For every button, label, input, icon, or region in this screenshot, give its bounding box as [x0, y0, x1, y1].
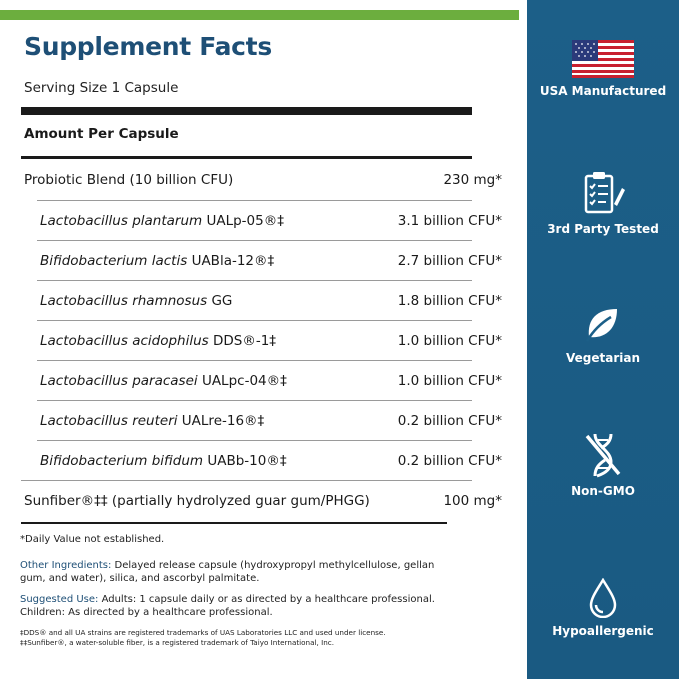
strain-genus: Lactobacillus [40, 293, 128, 309]
strain-row [21, 360, 502, 401]
strain-code: UABla-12®‡ [191, 253, 275, 269]
strain-genus: Lactobacillus [40, 333, 128, 349]
droplet-icon [588, 578, 618, 618]
strain-name [40, 333, 276, 349]
strain-row [21, 200, 502, 241]
strain-value: 1.0 billion CFU* [397, 373, 502, 389]
badge-label: Non-GMO [571, 484, 635, 498]
strain-row [21, 400, 502, 441]
strain-row [21, 440, 502, 481]
strain-name [40, 253, 274, 269]
blend-value: 230 mg* [443, 172, 502, 188]
strain-genus: Lactobacillus [40, 413, 128, 429]
strain-genus: Bifidobacterium [40, 453, 148, 469]
strain-species: lactis [151, 253, 188, 269]
strain-code: DDS®-1‡ [212, 333, 277, 349]
strain-species: bifidum [151, 453, 204, 469]
amount-header: Amount Per Capsule [24, 126, 179, 142]
trademark-note-1: ‡DDS® and all UA strains are registered trademarks of UAS Laboratories LLC and used under license. [20, 628, 386, 637]
strain-species: acidophilus [132, 333, 209, 349]
badge-hypoallergenic [527, 578, 679, 638]
strain-code: GG [211, 293, 233, 309]
leaf-icon [583, 305, 623, 345]
strain-value: 1.8 billion CFU* [397, 293, 502, 309]
strain-name [40, 413, 264, 429]
strain-species: reuteri [132, 413, 178, 429]
strain-row [21, 320, 502, 361]
badge-3rd-party-tested [527, 170, 679, 236]
other-ingredients-label: Other Ingredients: [20, 560, 112, 571]
crossed-dna-icon [583, 432, 623, 478]
strain-genus: Lactobacillus [40, 213, 128, 229]
daily-value-note: *Daily Value not established. [20, 534, 165, 545]
suggested-use [20, 593, 450, 619]
strain-code: UALpc-04®‡ [201, 373, 287, 389]
strain-name [40, 213, 284, 229]
thick-divider [21, 107, 472, 115]
page-title: Supplement Facts [24, 32, 272, 61]
strain-value: 0.2 billion CFU* [397, 413, 502, 429]
strain-code: UABb-10®‡ [207, 453, 287, 469]
badge-usa-manufactured [527, 40, 679, 98]
strain-code: UALre-16®‡ [181, 413, 265, 429]
strain-genus: Lactobacillus [40, 373, 128, 389]
strain-value: 2.7 billion CFU* [397, 253, 502, 269]
other-ingredients-text: Delayed release capsule (hydroxypropyl methylcellulose, gellan gum, and water), silica, and ascorbyl palmitate. [20, 560, 435, 584]
badge-non-gmo [527, 432, 679, 498]
strain-genus: Bifidobacterium [40, 253, 148, 269]
suggested-use-label: Suggested Use: [20, 594, 99, 605]
sunfiber-value: 100 mg* [443, 493, 502, 509]
us-flag-icon [572, 40, 634, 78]
feature-badges-panel [527, 0, 679, 679]
badge-label: USA Manufactured [539, 84, 667, 98]
strain-species: rhamnosus [132, 293, 208, 309]
strain-row [21, 240, 502, 281]
trademark-notes [20, 628, 480, 648]
green-top-bar [0, 10, 519, 20]
strain-value: 0.2 billion CFU* [397, 453, 502, 469]
suggested-use-text: Adults: 1 capsule daily or as directed by a healthcare professional. Children: As directed by a healthcare professional. [20, 594, 435, 618]
badge-label: Hypoallergenic [552, 624, 654, 638]
sunfiber-name: Sunfiber®‡‡ (partially hydrolyzed guar gum/PHGG) [24, 493, 370, 509]
strain-name [40, 453, 287, 469]
probiotic-blend-row [21, 160, 502, 200]
strain-code: UALp-05®‡ [206, 213, 284, 229]
bottom-divider [21, 522, 447, 524]
badge-label: 3rd Party Tested [547, 222, 659, 236]
badge-label: Vegetarian [565, 351, 640, 365]
strain-name [40, 373, 287, 389]
badge-vegetarian [527, 305, 679, 365]
sunfiber-row [21, 480, 502, 521]
trademark-note-2: ‡‡Sunfiber®, a water-soluble fiber, is a registered trademark of Taiyo International, Inc. [20, 638, 334, 647]
mid-divider [21, 156, 472, 159]
strain-value: 1.0 billion CFU* [397, 333, 502, 349]
strain-value: 3.1 billion CFU* [397, 213, 502, 229]
strain-species: plantarum [132, 213, 203, 229]
serving-size: Serving Size 1 Capsule [24, 80, 179, 96]
blend-name: Probiotic Blend (10 billion CFU) [24, 172, 234, 188]
strain-row [21, 280, 502, 321]
other-ingredients [20, 559, 450, 585]
strain-species: paracasei [132, 373, 198, 389]
strain-name [40, 293, 232, 309]
clipboard-checklist-icon [580, 170, 626, 216]
